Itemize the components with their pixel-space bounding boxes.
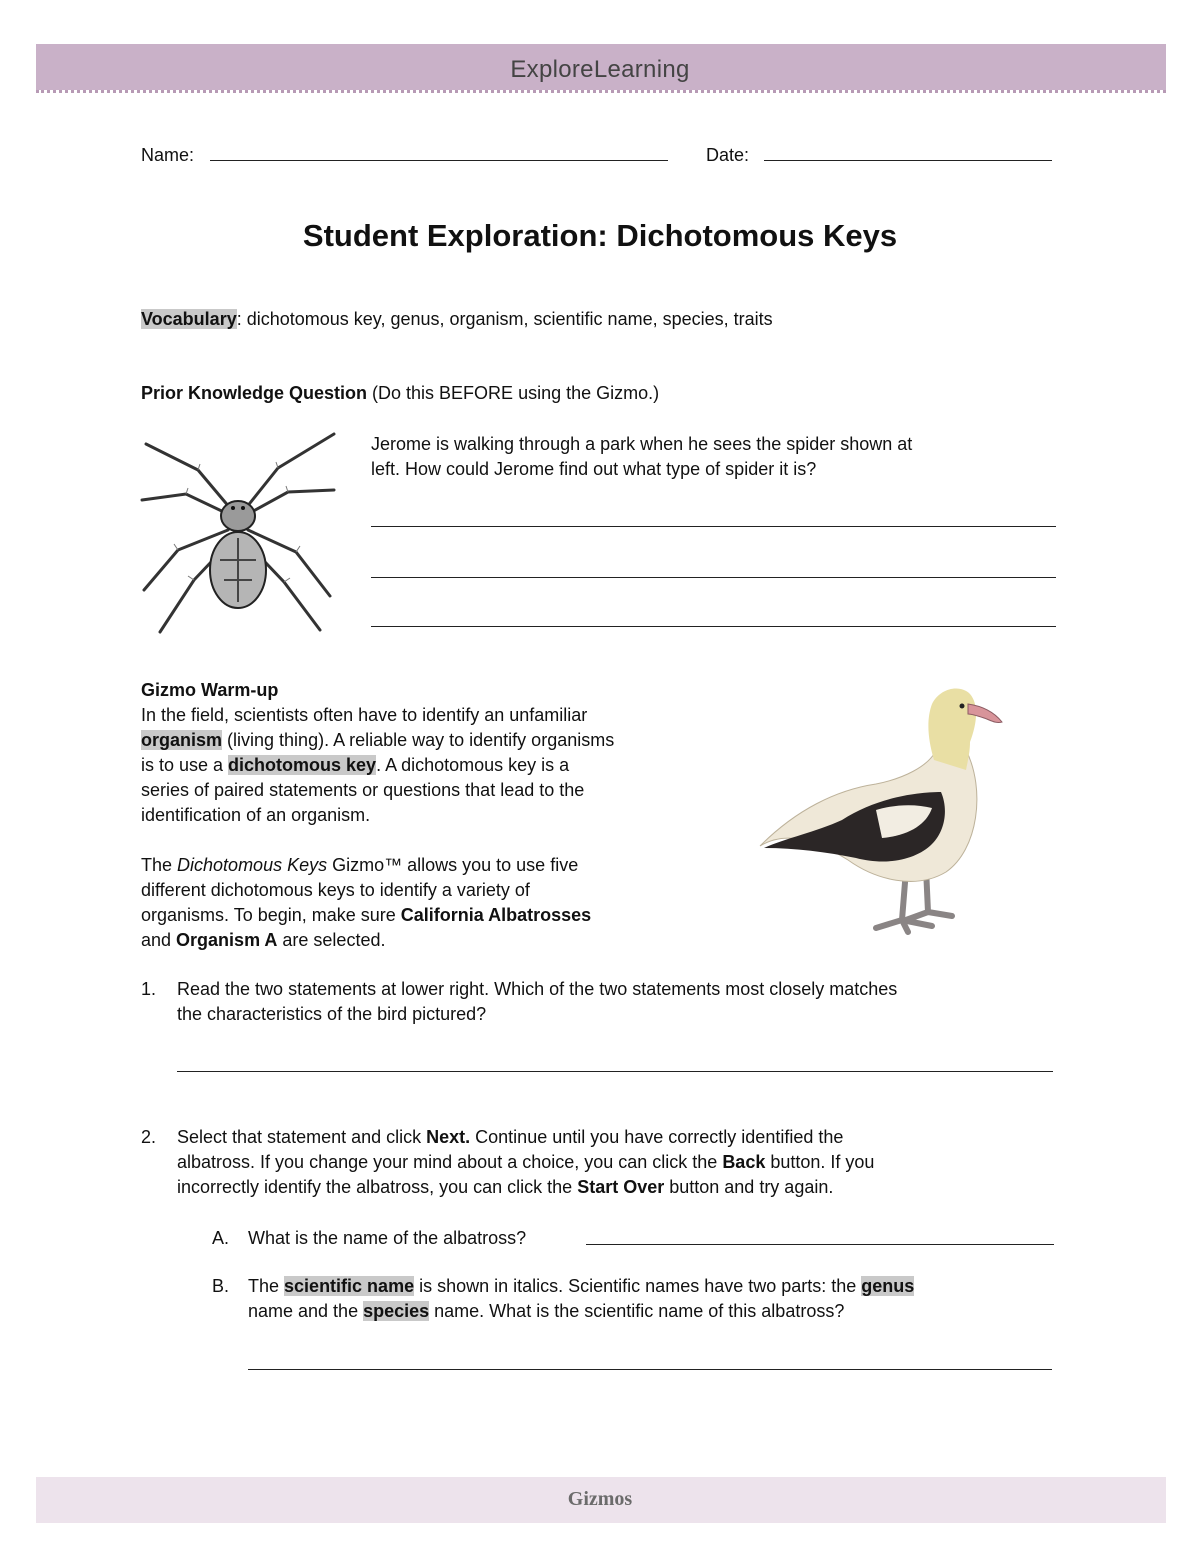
warmup-p1-line2-text: (living thing). A reliable way to identify organisms (222, 730, 615, 750)
spider-illustration (138, 430, 338, 638)
prior-knowledge-note: (Do this BEFORE using the Gizmo.) (367, 383, 660, 403)
prior-answer-line-2[interactable] (371, 577, 1056, 578)
q2b-answer-line[interactable] (248, 1369, 1052, 1370)
prior-knowledge-heading-line (141, 381, 659, 406)
q2-text (177, 1125, 1057, 1200)
q2-number: 2. (141, 1127, 157, 1147)
q1-text (177, 977, 1057, 1027)
warmup-p2-b: Gizmo™ allows you to use five (327, 855, 579, 875)
warmup-p2-line1 (141, 853, 741, 878)
q1-number: 1. (141, 979, 157, 999)
gizmos-logo: Gizmos (567, 1488, 633, 1510)
warmup-p1-line4: series of paired statements or questions that lead to the (141, 780, 585, 800)
dichotomous-key-term: dichotomous key (228, 755, 377, 775)
prior-question-line2: left. How could Jerome find out what type of spider it is? (371, 459, 817, 479)
organism-a-term: Organism A (176, 930, 278, 950)
date-field[interactable] (764, 160, 1052, 161)
prior-answer-line-1[interactable] (371, 526, 1056, 527)
warmup-p1-line2 (141, 728, 741, 753)
q2b-line2 (248, 1299, 1068, 1324)
q2-line3-a: incorrectly identify the albatross, you can click the (177, 1177, 578, 1197)
q2-line3 (177, 1175, 1057, 1200)
prior-knowledge-heading: Prior Knowledge Question (141, 383, 368, 403)
back-term: Back (722, 1152, 766, 1172)
q2b-b: is shown in italics. Scientific names have two parts: the (414, 1276, 862, 1296)
warmup-p2-a: The (141, 855, 178, 875)
albatross-illustration (756, 680, 1006, 946)
q2-line2-b: button. If you (765, 1152, 875, 1172)
q2b-c: name and the (248, 1301, 364, 1321)
name-label: Name: (141, 145, 195, 165)
q2-line2 (177, 1150, 1057, 1175)
vocabulary-line (141, 307, 773, 332)
q2b-label: B. (212, 1276, 230, 1296)
warmup-p1-line1: In the field, scientists often have to identify an unfamiliar (141, 705, 588, 725)
warmup-p2-line3-a: organisms. To begin, make sure (141, 905, 401, 925)
prior-question (371, 432, 1061, 482)
vocabulary-terms: : dichotomous key, genus, organism, scientific name, species, traits (236, 309, 773, 329)
next-term: Next. (426, 1127, 471, 1147)
warmup-p2-line2: different dichotomous keys to identify a variety of (141, 880, 530, 900)
q2a-label: A. (212, 1228, 230, 1248)
warmup-heading: Gizmo Warm-up (141, 680, 279, 700)
warmup-p2-line4 (141, 928, 741, 953)
q1-line1: Read the two statements at lower right. Which of the two statements most closely matches (177, 979, 898, 999)
warmup-p1-line5: identification of an organism. (141, 805, 371, 825)
header-divider (36, 90, 1166, 93)
q2b-a: The (248, 1276, 285, 1296)
warmup-p2-line3 (141, 903, 741, 928)
explorelearning-logo: ExploreLearning (510, 56, 690, 83)
gizmo-name: Dichotomous Keys (177, 855, 328, 875)
warmup-p2-line4-b: are selected. (277, 930, 386, 950)
warmup-p2-line4-a: and (141, 930, 177, 950)
q2-line2-a: albatross. If you change your mind about a choice, you can click the (177, 1152, 723, 1172)
q2-line1 (177, 1125, 1057, 1150)
q2a-answer-line[interactable] (586, 1244, 1054, 1245)
q2b-line1 (248, 1274, 1068, 1299)
warmup-p1-line3-b: . A dichotomous key is a (376, 755, 570, 775)
q2-line3-b: button and try again. (664, 1177, 834, 1197)
scientific-name-term: scientific name (284, 1276, 415, 1296)
warmup-p1-line3-a: is to use a (141, 755, 229, 775)
vocabulary-label: Vocabulary (141, 309, 237, 329)
q2b-text (248, 1274, 1068, 1324)
california-albatrosses-term: California Albatrosses (400, 905, 592, 925)
species-term: species (363, 1301, 430, 1321)
q1-line2: the characteristics of the bird pictured? (177, 1004, 487, 1024)
start-over-term: Start Over (577, 1177, 665, 1197)
q2a-text: What is the name of the albatross? (248, 1228, 527, 1248)
page-title: Student Exploration: Dichotomous Keys (302, 218, 898, 253)
q2-line1-a: Select that statement and click (177, 1127, 427, 1147)
q2b-d: name. What is the scientific name of this albatross? (429, 1301, 845, 1321)
warmup-section (141, 678, 741, 953)
q2-line1-b: Continue until you have correctly identified the (470, 1127, 844, 1147)
name-field[interactable] (210, 160, 668, 161)
prior-answer-line-3[interactable] (371, 626, 1056, 627)
organism-term: organism (141, 730, 223, 750)
prior-question-line1: Jerome is walking through a park when he sees the spider shown at (371, 434, 913, 454)
date-label: Date: (706, 145, 750, 165)
q1-answer-line[interactable] (177, 1071, 1053, 1072)
genus-term: genus (861, 1276, 915, 1296)
warmup-p1-line3 (141, 753, 741, 778)
